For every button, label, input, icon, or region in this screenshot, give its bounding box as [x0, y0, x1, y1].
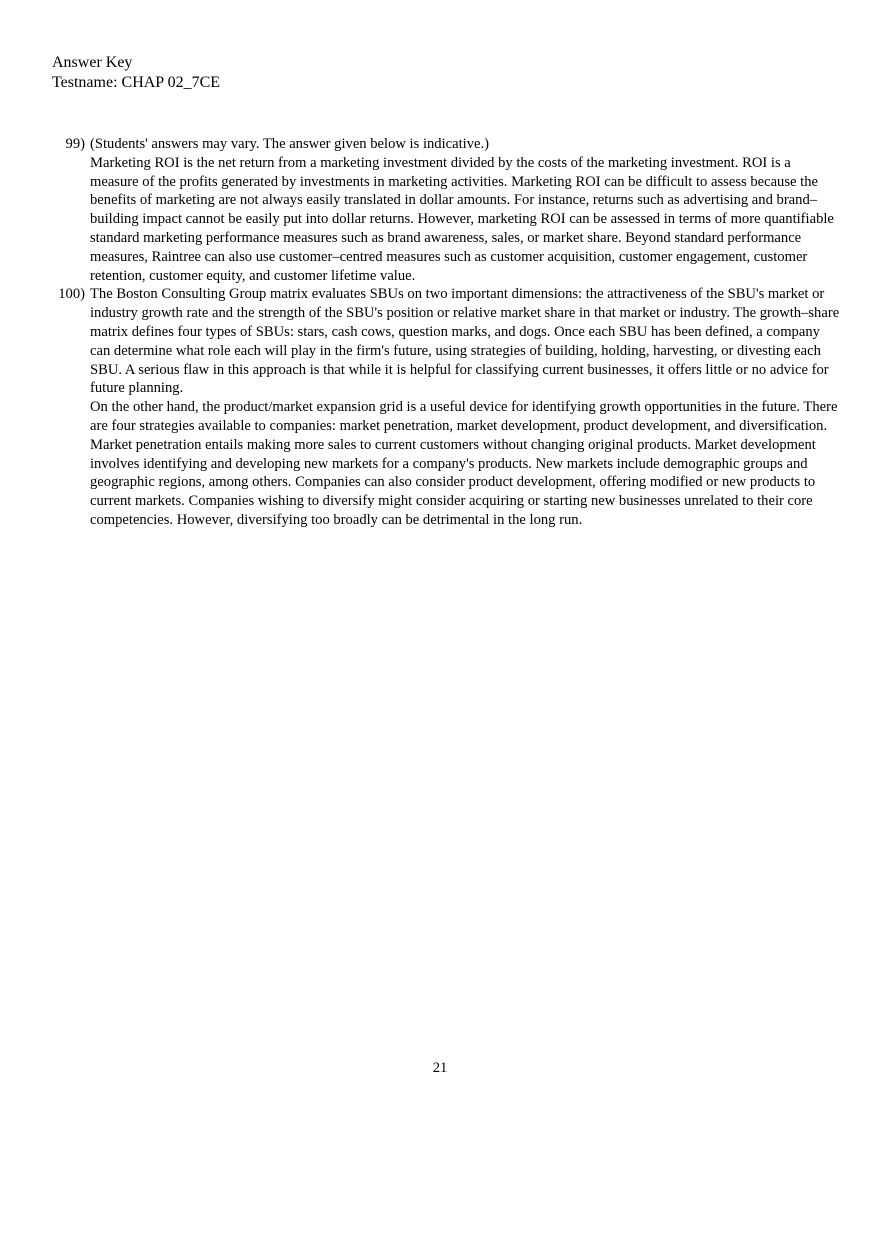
- page-number: 21: [432, 1060, 448, 1076]
- answer-note: (Students' answers may vary. The answer given below is indicative.): [90, 136, 489, 152]
- answer-item-99: [40, 135, 840, 285]
- answer-item-100: [40, 285, 840, 529]
- answer-key-title: Answer Key: [52, 54, 133, 71]
- testname-label: Testname: CHAP 02_7CE: [52, 74, 221, 91]
- answer-list: [40, 135, 840, 530]
- page-header: [52, 53, 220, 93]
- answer-paragraph: On the other hand, the product/market expansion grid is a useful device for identifying growth opportunities in the future. There are four strategies available to companies: market penetration, market development, product development, and diversification. Market penetration entails making more sales to current customers without changing original products. Market development involves identifying and developing new markets for a company's products. New markets include demographic groups and geographic regions, among others. Companies can also consider product development, offering modified or new products to current markets. Companies wishing to diversify might consider acquiring or starting new businesses unrelated to their core competencies. However, diversifying too broadly can be detrimental in the long run.: [90, 399, 838, 528]
- answer-paragraph: The Boston Consulting Group matrix evaluates SBUs on two important dimensions: the attractiveness of the SBU's market or industry growth rate and the strength of the SBU's position or relative market share in that market or industry. The growth–share matrix defines four types of SBUs: stars, cash cows, question marks, and dogs. Once each SBU has been defined, a company can determine what role each will play in the firm's future, using strategies of building, holding, harvesting, or divesting each SBU. A serious flaw in this approach is that while it is helpful for classifying current businesses, it offers little or no advice for future planning.: [90, 286, 840, 397]
- question-number: 100): [58, 286, 85, 303]
- answer-paragraph: Marketing ROI is the net return from a marketing investment divided by the costs of the marketing investment. ROI is a measure of the profits generated by investments in marketing activities. Marketing ROI can be difficult to assess because the benefits of marketing are not always easily translated in dollar amounts. For instance, returns such as advertising and brand–building impact cannot be easily put into dollar returns. However, marketing ROI can be assessed in terms of more quantifiable standard marketing performance measures such as brand awareness, sales, or market share. Beyond standard performance measures, Raintree can also use customer–centred measures such as customer acquisition, customer engagement, customer retention, customer equity, and customer lifetime value.: [90, 154, 834, 284]
- question-number: 99): [65, 136, 85, 152]
